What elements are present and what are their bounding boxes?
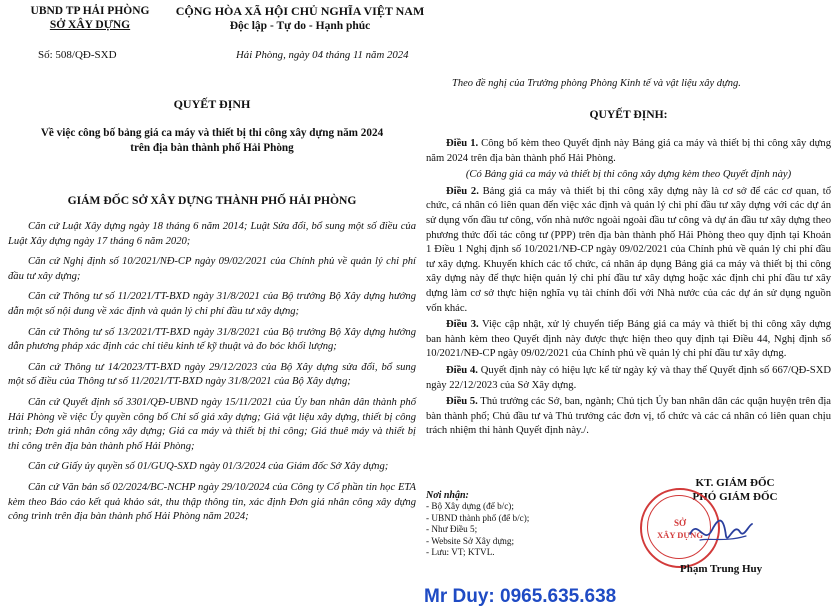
signature-line1: KT. GIÁM ĐỐC — [695, 477, 775, 489]
proposal: Theo đề nghị của Trưởng phòng Phòng Kinh tế và vật liệu xây dựng. — [452, 78, 741, 89]
article-text: Việc cập nhật, xử lý chuyển tiếp Bảng giá ca máy và thiết bị thi công xây dựng ban hành kèm theo Quyết định này được thực hiện theo quy định tại Điều 44, Nghị định số 10/2021/NĐ-CP ngày 09/02/2021 của Chính phủ về quản lý chi phí đầu tư xây dựng. — [426, 319, 831, 360]
article-5 — [426, 395, 831, 439]
article-text: Bảng giá ca máy và thiết bị thi công xây dựng này là cơ sở để các cơ quan, tổ chức, cá nhân có liên quan đến việc xác định và quản lý chi phí đầu tư xây dựng với các dự án sử dụng vốn đầu tư công, vốn nhà nước ngoài ngoài đầu tư công và dự án đầu tư xây dựng theo phương thức đối tác công tư (PPP) trên địa bàn thành phố Hải Phòng theo quy định tại Khoản 1 Điều 1 Nghị định số 10/2021/NĐ-CP ngày 09/02/2021 của Chính phủ về quản lý chi phí đầu tư xây dựng. Khuyến khích các tổ chức, cá nhân áp dụng Bảng giá ca máy và thiết bị thi công xây dựng này để thực hiện quản lý chi phí đầu tư xây dựng hoặc xác định chi phí đầu tư xây dựng làm cơ sở thực hiện nghĩa vụ tài chính đối với Nhà nước của các dự án sử dụng nguồn vốn khác. — [426, 185, 832, 314]
recipients — [426, 490, 626, 558]
legal-bases — [8, 220, 416, 531]
org-name — [20, 4, 160, 32]
stamp-text-so: SỞ — [673, 518, 686, 528]
basis-item: Căn cứ Quyết định số 3301/QĐ-UBND ngày 15/11/2021 của Ủy ban nhân dân thành phố Hải Phòng về việc Ủy quyền công bố Chỉ số giá xây dựng; Giá vật liệu xây dựng, thiết bị công trình; Đơn giá nhân công xây dựng; Giá ca máy và thiết bị thi công; Giá thuê máy và thiết bị thi công trên địa bàn thành phố Hải Phòng; — [8, 396, 416, 452]
basis-item: Căn cứ Giấy ủy quyền số 01/GUQ-SXD ngày 01/3/2024 của Giám đốc Sở Xây dựng; — [28, 461, 389, 473]
article-3 — [426, 318, 831, 362]
motto: Độc lập - Tự do - Hạnh phúc — [229, 20, 371, 32]
recipients-label: Nơi nhận: — [426, 490, 469, 501]
stamp-text-org: XÂY DỰNG — [657, 530, 703, 540]
recipient-item: - Lưu: VT; KTVL. — [426, 547, 495, 558]
recipient-item: - Như Điều 5; — [426, 524, 478, 535]
signature-line2: PHÓ GIÁM ĐỐC — [692, 491, 778, 503]
decides-heading: QUYẾT ĐỊNH: — [589, 108, 668, 121]
basis-item: Căn cứ Luật Xây dựng ngày 18 tháng 6 năm 2014; Luật Sửa đổi, bổ sung một số điều của Luật Xây dựng ngày 17 tháng 6 năm 2020; — [8, 221, 416, 247]
article-1-note — [426, 168, 831, 183]
issuer: GIÁM ĐỐC SỞ XÂY DỰNG THÀNH PHỐ HẢI PHÒNG — [67, 194, 357, 207]
signer-name: Phạm Trung Huy — [680, 563, 763, 575]
article-text: Quyết định này có hiệu lực kể từ ngày ký và thay thế Quyết định số 667/QĐ-SXD ngày 22/12/2023 của Sở Xây dựng. — [426, 364, 831, 391]
article-label: Điều 4. — [446, 364, 478, 376]
nation-name: CỘNG HÒA XÃ HỘI CHỦ NGHĨA VIỆT NAM — [175, 4, 425, 18]
basis-item: Căn cứ Thông tư số 13/2021/TT-BXD ngày 31/8/2021 của Bộ trưởng Bộ Xây dựng hướng dẫn phương pháp xác định các chỉ tiêu kinh tế kỹ thuật và đo bóc khối lượng; — [8, 326, 416, 353]
article-text: (Có Bảng giá ca máy và thiết bị thi công xây dựng kèm theo Quyết định này) — [465, 169, 792, 181]
article-2 — [426, 185, 831, 316]
subject-line2: trên địa bàn thành phố Hải Phòng — [130, 142, 294, 154]
article-label: Điều 5. — [446, 396, 478, 408]
articles — [426, 137, 831, 441]
doc-type: QUYẾT ĐỊNH — [173, 97, 251, 111]
subject-line1: Về việc công bố bảng giá ca máy và thiết bị thi công xây dựng năm 2024 — [40, 127, 384, 139]
contact-phone: Mr Duy: 0965.635.638 — [424, 586, 617, 607]
handwritten-signature — [686, 512, 756, 552]
article-label: Điều 3. — [446, 319, 479, 331]
article-label: Điều 1. — [446, 138, 479, 149]
doc-subject — [8, 126, 416, 156]
recipient-item: - Website Sở Xây dựng; — [426, 535, 515, 546]
recipient-item: - Bộ Xây dựng (để b/c); — [426, 501, 514, 512]
place-date: Hải Phòng, ngày 04 tháng 11 năm 2024 — [236, 49, 409, 61]
org-line2: SỞ XÂY DỰNG — [49, 19, 131, 31]
basis-item: Căn cứ Thông tư 14/2023/TT-BXD ngày 29/12/2023 của Bộ Xây dựng sửa đổi, bổ sung một số điều của Thông tư số 11/2021/TT-BXD ngày 31/8/2021 của Bộ Xây dựng; — [8, 361, 416, 388]
nation-block — [160, 4, 440, 34]
article-label: Điều 2. — [446, 185, 479, 197]
org-line1: UBND TP HẢI PHÒNG — [30, 5, 150, 17]
article-1 — [426, 137, 831, 166]
recipient-item: - UBND thành phố (để b/c); — [426, 512, 530, 523]
basis-item: Căn cứ Thông tư số 11/2021/TT-BXD ngày 31/8/2021 của Bộ trưởng Bộ Xây dựng hướng dẫn một số nội dung về xác định và quản lý chi phí đầu tư xây dựng; — [8, 291, 416, 317]
doc-number: Số: 508/QĐ-SXD — [38, 49, 117, 61]
basis-item: Căn cứ Nghị định số 10/2021/NĐ-CP ngày 09/02/2021 của Chính phủ về quản lý chi phí đầu tư xây dựng; — [8, 256, 416, 282]
basis-item: Căn cứ Văn bản số 02/2024/BC-NCHP ngày 29/10/2024 của Công ty Cổ phần tin học ETA kèm theo Báo cáo kết quả khảo sát, thu thập thông tin, xác định Đơn giá nhân công xây dựng công trình trên địa bàn thành phố Hải Phòng năm 2024; — [8, 481, 416, 523]
article-text: Thủ trưởng các Sở, ban, ngành; Chủ tịch Ủy ban nhân dân các quận huyện trên địa bàn thành phố; Chủ đầu tư và Thủ trưởng các đơn vị, tổ chức và các cá nhân có liên quan chịu trách nhiệm thi hành Quyết định này./. — [426, 396, 831, 437]
article-text: Công bố kèm theo Quyết định này Bảng giá ca máy và thiết bị thi công xây dựng năm 2024 trên địa bàn thành phố Hải Phòng. — [426, 138, 831, 164]
article-4 — [426, 364, 831, 393]
